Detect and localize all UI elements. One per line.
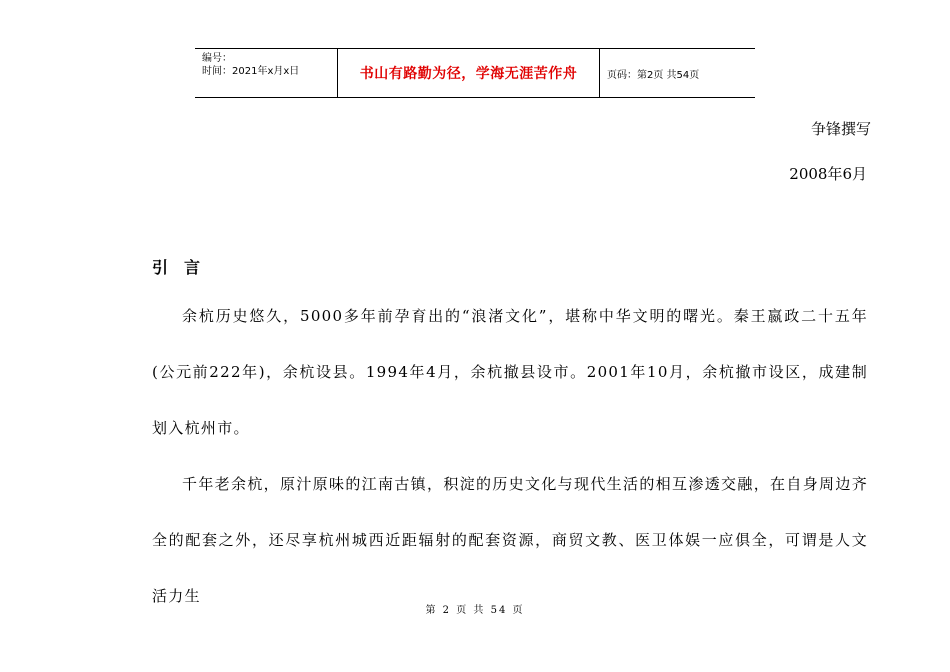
header-motto-cell xyxy=(338,49,600,97)
author: 争锋撰写 xyxy=(810,120,871,138)
body-text xyxy=(152,288,868,624)
document-date: 2008年6月 xyxy=(789,165,867,183)
document-header xyxy=(195,48,755,98)
paragraph: 余杭历史悠久，5000多年前孕育出的“浪渚文化”，堪称中华文明的曙光。秦王嬴政二十五年(公元前222年)，余杭设县。1994年4月，余杭撤县设市。2001年10月，余杭撤市设区，成建制划入杭州市。 xyxy=(152,307,868,437)
time-label: 时间：2021年x月x日 xyxy=(202,66,300,77)
motto-text: 书山有路勤为径，学海无涯苦作舟 xyxy=(359,66,578,82)
page-footer: 第 2 页 共 54 页 xyxy=(425,605,525,616)
header-page-cell xyxy=(600,49,755,97)
paragraph: 千年老余杭，原汁原味的江南古镇，积淀的历史文化与现代生活的相互渗透交融，在自身周边齐全的配套之外，还尽享杭州城西近距辐射的配套资源，商贸文教、医卫体娱一应俱全，可谓是人文活力生 xyxy=(152,475,868,605)
number-label: 编号： xyxy=(202,53,232,64)
header-meta-cell xyxy=(195,49,338,97)
section-title: 引言 xyxy=(152,258,217,277)
page-info: 页码：第2页 共54页 xyxy=(607,69,700,81)
